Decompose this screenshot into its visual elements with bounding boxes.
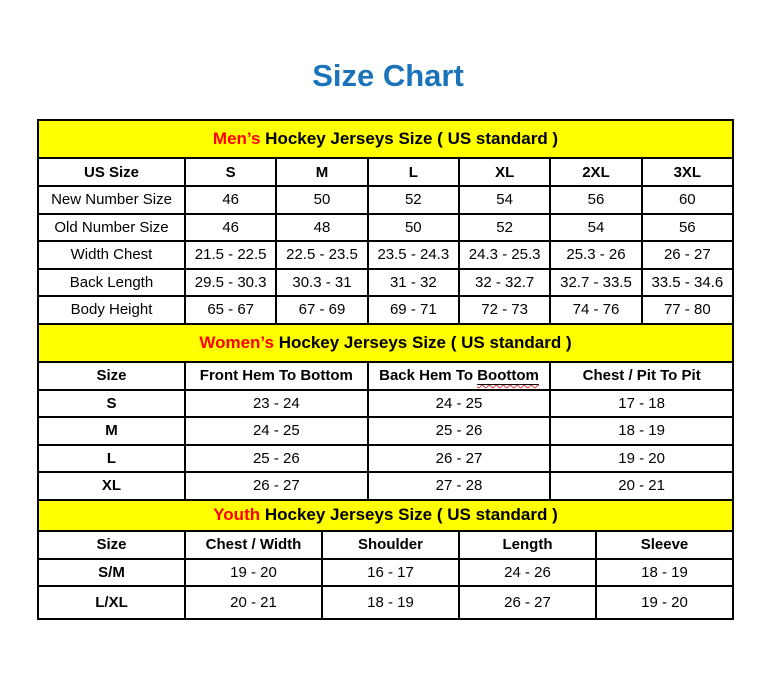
header-text: Back Hem To (379, 367, 474, 384)
header-text: Boottom (477, 367, 539, 384)
misspelled-word-squiggle (477, 367, 539, 384)
cell: 50 (368, 214, 459, 242)
page-title: Size Chart (312, 58, 464, 93)
cell: 52 (459, 214, 550, 242)
header-cell (368, 362, 551, 390)
table-row (38, 445, 733, 473)
row-label: S/M (38, 559, 185, 587)
cell: 25.3 - 26 (550, 241, 641, 269)
cell: 19 - 20 (550, 445, 733, 473)
row-label: Old Number Size (38, 214, 185, 242)
cell: 18 - 19 (596, 559, 733, 587)
table-row (38, 269, 733, 297)
table-row (38, 559, 733, 587)
cell: 27 - 28 (368, 472, 551, 500)
cell: 46 (185, 186, 276, 214)
cell: 26 - 27 (368, 445, 551, 473)
womens-banner-text: Hockey Jerseys Size ( US standard ) (273, 332, 572, 352)
header-cell: Front Hem To Bottom (185, 362, 368, 390)
header-cell: Chest / Width (185, 531, 322, 559)
cell: 16 - 17 (322, 559, 459, 587)
cell: 24 - 26 (459, 559, 596, 587)
cell: 18 - 19 (550, 417, 733, 445)
cell: 65 - 67 (185, 296, 276, 324)
header-cell: 3XL (642, 158, 733, 186)
table-row (38, 417, 733, 445)
cell: 29.5 - 30.3 (185, 269, 276, 297)
mens-header-row (38, 158, 733, 186)
womens-banner-cell (38, 324, 733, 362)
row-label: L (38, 445, 185, 473)
cell: 26 - 27 (185, 472, 368, 500)
row-label: Back Length (38, 269, 185, 297)
header-cell: Chest / Pit To Pit (550, 362, 733, 390)
header-cell: Length (459, 531, 596, 559)
youth-banner-cell (38, 500, 733, 531)
cell: 54 (550, 214, 641, 242)
youth-header-row (38, 531, 733, 559)
cell: 19 - 20 (596, 586, 733, 619)
cell: 32.7 - 33.5 (550, 269, 641, 297)
cell: 50 (276, 186, 367, 214)
cell: 22.5 - 23.5 (276, 241, 367, 269)
cell: 18 - 19 (322, 586, 459, 619)
cell: 52 (368, 186, 459, 214)
header-cell: Shoulder (322, 531, 459, 559)
cell: 67 - 69 (276, 296, 367, 324)
womens-section-banner (38, 324, 733, 362)
header-cell: Size (38, 362, 185, 390)
row-label: New Number Size (38, 186, 185, 214)
cell: 72 - 73 (459, 296, 550, 324)
header-cell: 2XL (550, 158, 641, 186)
table-row (38, 186, 733, 214)
cell: 19 - 20 (185, 559, 322, 587)
cell: 77 - 80 (642, 296, 733, 324)
header-cell: Sleeve (596, 531, 733, 559)
cell: 23.5 - 24.3 (368, 241, 459, 269)
cell: 74 - 76 (550, 296, 641, 324)
mens-size-table (37, 119, 734, 325)
size-chart-tables (37, 119, 736, 620)
row-label: M (38, 417, 185, 445)
header-cell: L (368, 158, 459, 186)
youth-section-banner (38, 500, 733, 531)
cell: 30.3 - 31 (276, 269, 367, 297)
header-cell: M (276, 158, 367, 186)
mens-banner-highlight: Men’s (212, 129, 261, 148)
row-label: Body Height (38, 296, 185, 324)
cell: 17 - 18 (550, 390, 733, 418)
table-row (38, 296, 733, 324)
cell: 48 (276, 214, 367, 242)
table-row (38, 390, 733, 418)
cell: 26 - 27 (459, 586, 596, 619)
cell: 46 (185, 214, 276, 242)
cell: 20 - 21 (185, 586, 322, 619)
womens-size-table (37, 323, 734, 501)
mens-banner-cell (38, 120, 733, 158)
womens-header-row (38, 362, 733, 390)
cell: 25 - 26 (368, 417, 551, 445)
cell: 24 - 25 (368, 390, 551, 418)
row-label: XL (38, 472, 185, 500)
mens-banner-text: Hockey Jerseys Size ( US standard ) (260, 129, 559, 148)
youth-size-table (37, 499, 734, 621)
cell: 21.5 - 22.5 (185, 241, 276, 269)
cell: 33.5 - 34.6 (642, 269, 733, 297)
cell: 23 - 24 (185, 390, 368, 418)
cell: 60 (642, 186, 733, 214)
row-label: L/XL (38, 586, 185, 619)
header-cell: S (185, 158, 276, 186)
cell: 69 - 71 (368, 296, 459, 324)
table-row (38, 241, 733, 269)
row-label: S (38, 390, 185, 418)
header-cell: US Size (38, 158, 185, 186)
cell: 25 - 26 (185, 445, 368, 473)
mens-section-banner (38, 120, 733, 158)
cell: 54 (459, 186, 550, 214)
cell: 24.3 - 25.3 (459, 241, 550, 269)
cell: 24 - 25 (185, 417, 368, 445)
header-cell: Size (38, 531, 185, 559)
cell: 56 (642, 214, 733, 242)
row-label: Width Chest (38, 241, 185, 269)
cell: 31 - 32 (368, 269, 459, 297)
table-row (38, 472, 733, 500)
table-row (38, 214, 733, 242)
cell: 32 - 32.7 (459, 269, 550, 297)
table-row (38, 586, 733, 619)
header-cell: XL (459, 158, 550, 186)
cell: 26 - 27 (642, 241, 733, 269)
youth-banner-highlight: Youth (213, 505, 261, 524)
womens-banner-highlight: Women’s (199, 332, 274, 352)
cell: 56 (550, 186, 641, 214)
youth-banner-text: Hockey Jerseys Size ( US standard ) (260, 505, 558, 524)
cell: 20 - 21 (550, 472, 733, 500)
